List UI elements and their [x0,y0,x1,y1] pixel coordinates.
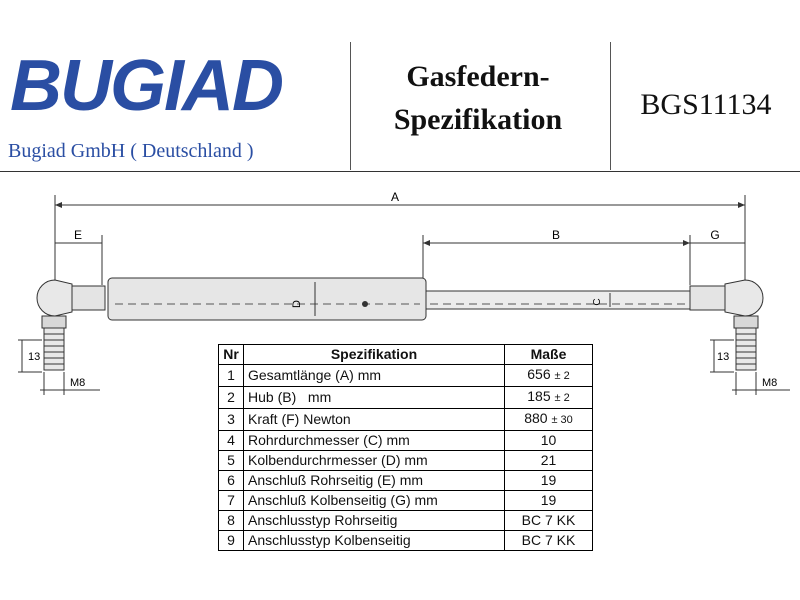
brand-logo: BUGIAD [10,46,282,126]
row-value: 21 [505,451,593,471]
row-value: 10 [505,431,593,451]
row-spec: Anschluß Rohrseitig (E) mm [244,471,505,491]
company-name: Bugiad GmbH ( Deutschland ) [8,140,254,162]
arrow-b-left [423,240,430,246]
value-number: 880 [524,410,548,426]
arrow-b-right [683,240,690,246]
row-value [505,387,593,409]
table-row [219,511,593,531]
row-spec: Anschlusstyp Kolbenseitig [244,531,505,551]
row-nr: 5 [219,451,244,471]
header-divider-left [350,42,351,170]
left-ball-socket [37,280,105,370]
value-tolerance: ± 2 [554,370,570,382]
row-nr: 3 [219,409,244,431]
label-e: E [73,228,83,242]
table-row [219,365,593,387]
label-c: C [592,298,603,306]
label-g: G [710,228,720,242]
row-spec: Kraft (F) Newton [244,409,505,431]
row-nr: 8 [219,511,244,531]
label-thread-right: M8 [762,377,778,389]
row-nr: 2 [219,387,244,409]
table-row [219,387,593,409]
arrow-a-right [738,202,745,208]
row-nr: 9 [219,531,244,551]
header-spec: Spezifikation [244,345,505,365]
row-spec: Gesamtlänge (A) mm [244,365,505,387]
piston-rod [426,291,690,309]
label-b: B [551,228,561,242]
value-number: 185 [527,388,551,404]
table-header-row [219,345,593,365]
row-nr: 4 [219,431,244,451]
label-d: D [291,300,303,308]
table-row [219,471,593,491]
header-nr: Nr [219,345,244,365]
title-line-1: Gasfedern- [406,60,550,93]
spec-table [218,344,593,551]
row-value: BC 7 KK [505,531,593,551]
table-row [219,531,593,551]
label-thread-left: M8 [70,377,86,389]
label-height-right: 13 [717,351,730,363]
table-row [219,451,593,471]
label-a: A [390,190,400,204]
row-value [505,365,593,387]
value-tolerance: ± 30 [551,414,573,426]
row-spec: Rohrdurchmesser (C) mm [244,431,505,451]
cylinder-tube [108,278,426,320]
title-line-2: Spezifikation [393,103,563,136]
row-spec: Anschlusstyp Rohrseitig [244,511,505,531]
row-value: 19 [505,491,593,511]
row-nr: 1 [219,365,244,387]
row-nr: 7 [219,491,244,511]
value-tolerance: ± 2 [554,392,570,404]
row-value: BC 7 KK [505,511,593,531]
row-nr: 6 [219,471,244,491]
row-spec: Kolbendurchrmesser (D) mm [244,451,505,471]
table-row [219,409,593,431]
header-value: Maße [505,345,593,365]
row-value [505,409,593,431]
document-title [352,55,604,141]
label-height-left: 13 [28,351,41,363]
table-row [219,431,593,451]
value-number: 656 [527,366,551,382]
table-row [219,491,593,511]
row-value: 19 [505,471,593,491]
arrow-a-left [55,202,62,208]
row-spec: Anschluß Kolbenseitig (G) mm [244,491,505,511]
header-bottom-rule [0,171,800,172]
row-spec: Hub (B) mm [244,387,505,409]
tube-center-mark [362,301,368,307]
part-number: BGS11134 [640,88,772,121]
header-divider-right [610,42,611,170]
